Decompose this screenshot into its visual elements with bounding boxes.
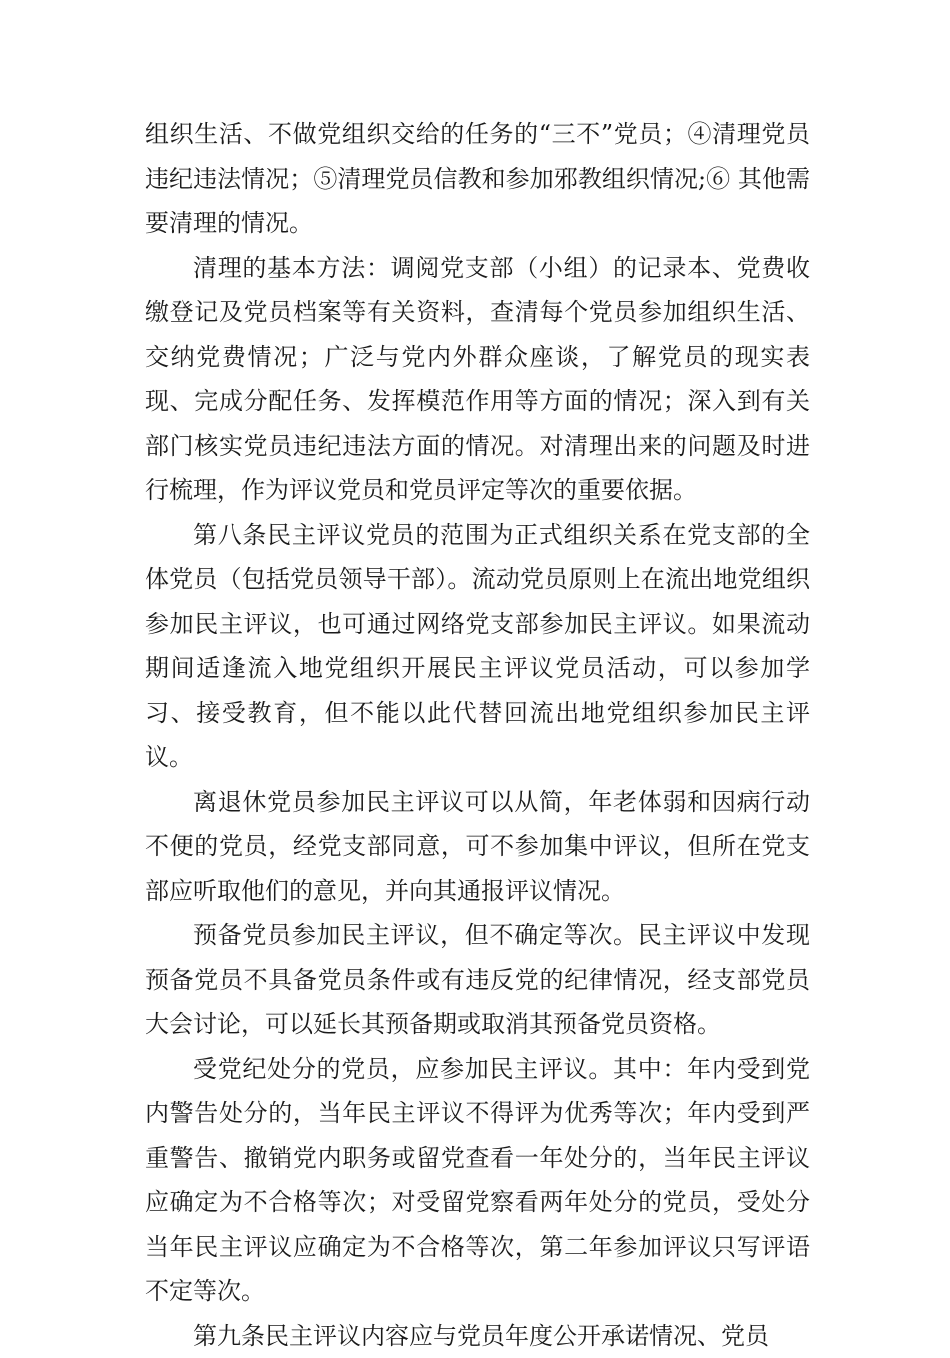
paragraph-4: 离退休党员参加民主评议可以从简，年老体弱和因病行动不便的党员，经党支部同意，可不参加集中评议，但所在党支部应听取他们的意见，并向其通报评议情况。 [145, 780, 810, 914]
paragraph-3: 第八条民主评议党员的范围为正式组织关系在党支部的全体党员（包括党员领导干部）。流动党员原则上在流出地党组织参加民主评议，也可通过网络党支部参加民主评议。如果流动期间适逢流入地党组织开展民主评议党员活动，可以参加学习、接受教育，但不能以此代替回流出地党组织参加民主评议。 [145, 513, 810, 780]
document-page [145, 112, 810, 1358]
paragraph-6: 受党纪处分的党员，应参加民主评议。其中：年内受到党内警告处分的，当年民主评议不得评为优秀等次；年内受到严重警告、撤销党内职务或留党查看一年处分的，当年民主评议应确定为不合格等次；对受留党察看两年处分的党员，受处分当年民主评议应确定为不合格等次，第二年参加评议只写评语不定等次。 [145, 1047, 810, 1314]
paragraph-2: 清理的基本方法：调阅党支部（小组）的记录本、党费收缴登记及党员档案等有关资料，查清每个党员参加组织生活、交纳党费情况；广泛与党内外群众座谈，了解党员的现实表现、完成分配任务、发挥模范作用等方面的情况；深入到有关部门核实党员违纪违法方面的情况。对清理出来的问题及时进行梳理，作为评议党员和党员评定等次的重要依据。 [145, 246, 810, 513]
paragraph-1: 组织生活、不做党组织交给的任务的“三不”党员；④清理党员违纪违法情况；⑤清理党员信教和参加邪教组织情况;⑥ 其他需要清理的情况。 [145, 112, 810, 246]
paragraph-5: 预备党员参加民主评议，但不确定等次。民主评议中发现预备党员不具备党员条件或有违反党的纪律情况，经支部党员大会讨论，可以延长其预备期或取消其预备党员资格。 [145, 913, 810, 1047]
paragraph-7: 第九条民主评议内容应与党员年度公开承诺情况、党员 [145, 1314, 810, 1358]
